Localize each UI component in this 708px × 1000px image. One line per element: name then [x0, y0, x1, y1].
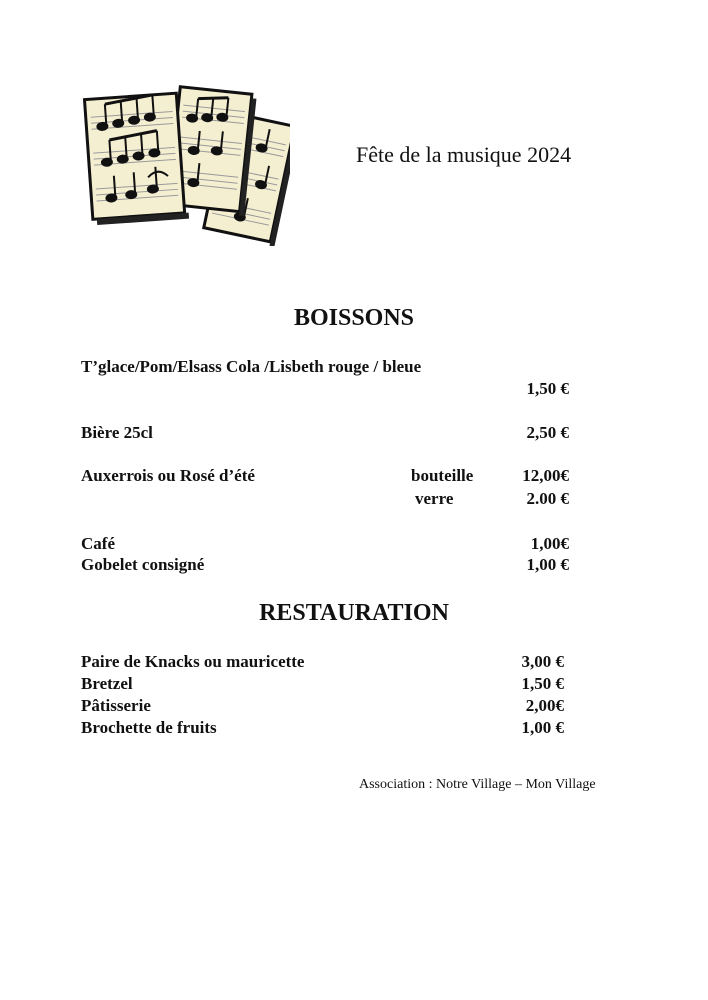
menu-item-price: 1,00 €: [521, 718, 564, 737]
menu-item-label: Gobelet consigné: [81, 555, 205, 574]
menu-item-size: bouteille: [411, 466, 474, 485]
menu-item-label: Paire de Knacks ou mauricette: [81, 652, 305, 671]
event-title: Fête de la musique 2024: [356, 142, 572, 167]
menu-item-size: verre: [415, 489, 454, 508]
menu-item-price: 2.00 €: [526, 489, 569, 508]
menu-item-label: Bretzel: [81, 674, 133, 693]
menu-item-price: 1,50 €: [521, 674, 564, 693]
menu-item-label: T’glace/Pom/Elsass Cola /Lisbeth rouge / bleue: [81, 357, 422, 376]
association-footer: Association : Notre Village – Mon Village: [359, 777, 596, 792]
menu-item-label: Auxerrois ou Rosé d’été: [81, 466, 255, 485]
section-title-boissons: BOISSONS: [293, 305, 415, 331]
menu-item-price: 12,00€: [522, 466, 569, 485]
menu-item-price: 2,50 €: [526, 423, 569, 442]
menu-item-label: Pâtisserie: [81, 696, 151, 715]
menu-item-price: 1,50 €: [526, 379, 569, 398]
section-title-restauration: RESTAURATION: [259, 600, 449, 626]
menu-item-label: Brochette de fruits: [81, 718, 217, 737]
sheet-music-icon: [78, 78, 290, 246]
menu-item-price: 1,00€: [530, 534, 569, 553]
menu-item-price: 1,00 €: [526, 555, 569, 574]
menu-item-label: Bière 25cl: [81, 423, 153, 442]
menu-item-price: 2,00€: [525, 696, 564, 715]
menu-item-label: Café: [81, 534, 115, 553]
menu-item-price: 3,00 €: [521, 652, 564, 671]
